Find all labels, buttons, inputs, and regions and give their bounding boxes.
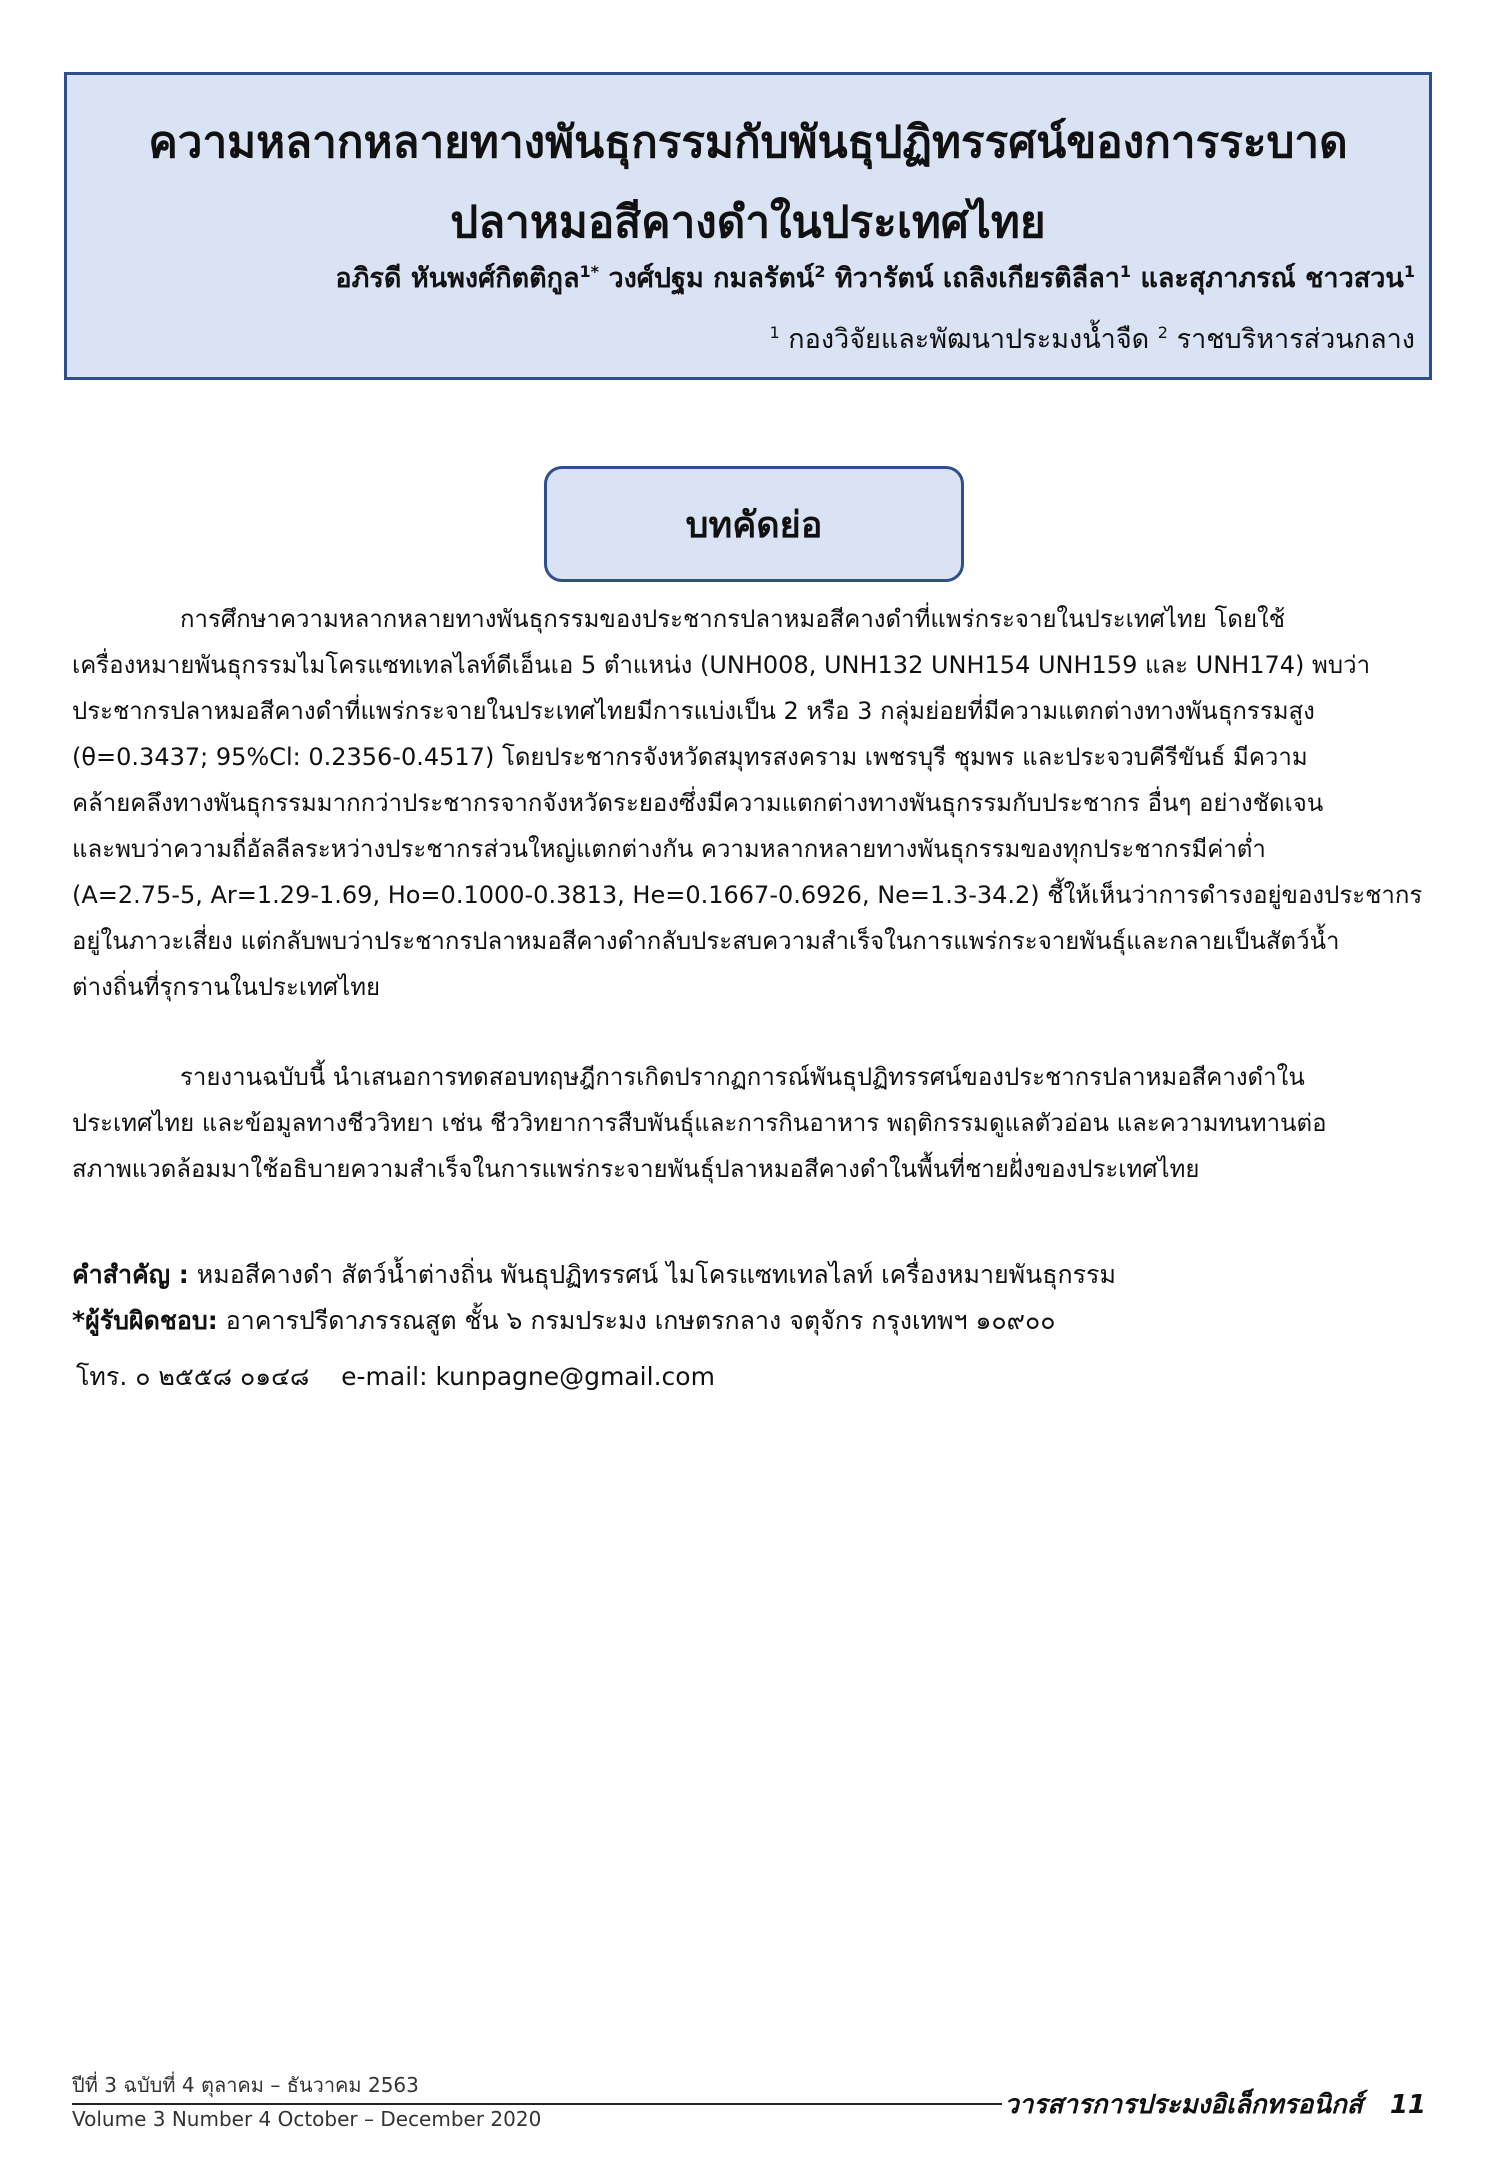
author-sup: 2 [814,262,826,281]
text-line: ประเทศไทย และข้อมูลทางชีววิทยา เช่น ชีววิทยาการสืบพันธุ์และการกินอาหาร พฤติกรรมดูแลตัวอ่อน และความทนทานต่อ [72,1109,1327,1137]
affiliations [770,315,1416,365]
email-link[interactable]: e-mail: kunpagne@gmail.com [341,1362,715,1391]
author-name: และสุภาภรณ์ ชาวสวน [1140,263,1404,294]
contact-address [72,1298,1055,1344]
text-line: สภาพแวดล้อมมาใช้อธิบายความสำเร็จในการแพร่กระจายพันธุ์ปลาหมอสีคางดำในพื้นที่ชายฝั่งของประเทศไทย [72,1155,1200,1183]
keywords-text: หมอสีคางดำ สัตว์น้ำต่างถิ่น พันธุปฏิทรรศน์ ไมโครแซทเทลไลท์ เครื่องหมายพันธุกรรม [196,1260,1116,1289]
abstract-heading: บทคัดย่อ [544,466,964,582]
author-sup: 1* [579,262,600,281]
address-text: อาคารปรีดาภรรณสูต ชั้น ๖ กรมประมง เกษตรกลาง จตุจักร กรุงเทพฯ ๑๐๙๐๐ [225,1306,1056,1335]
text-line: ประชากรปลาหมอสีคางดำที่แพร่กระจายในประเทศไทยมีการแบ่งเป็น 2 หรือ 3 กลุ่มย่อยที่มีความแตกต่างทางพันธุกรรมสูง [72,697,1315,725]
title-box [64,72,1432,380]
contact-label: *ผู้รับผิดชอบ: [72,1306,218,1335]
article-title [67,103,1429,263]
title-line-2: ปลาหมอสีคางดำในประเทศไทย [450,197,1046,248]
title-line-1: ความหลากหลายทางพันธุกรรมกับพันธุปฏิทรรศน์ของการระบาด [148,117,1348,168]
text-line: อยู่ในภาวะเสี่ยง แต่กลับพบว่าประชากรปลาหมอสีคางดำกลับประสบความสำเร็จในการแพร่กระจายพันธุ์และกลายเป็นสัตว์น้ำ [72,927,1340,955]
issue-english: Volume 3 Number 4 October – December 2020 [72,2107,542,2131]
abstract-paragraph-1 [72,596,1432,1010]
text-line: ต่างถิ่นที่รุกรานในประเทศไทย [72,973,381,1001]
page-number: 11 [1389,2090,1426,2120]
keywords [72,1252,1116,1298]
phone-text: โทร. ๐ ๒๕๕๘ ๐๑๔๘ [76,1362,310,1391]
affiliation: ราชบริหารส่วนกลาง [1176,324,1415,355]
text-line: และพบว่าความถี่อัลลีลระหว่างประชากรส่วนใหญ่แตกต่างกัน ความหลากหลายทางพันธุกรรมของทุกประชากรมีค่าต่ำ [72,835,1266,863]
author-name: วงศ์ปฐม กมลรัตน์ [608,263,815,294]
text-line: รายงานฉบับนี้ นำเสนอการทดสอบทฤษฎีการเกิดปรากฏการณ์พันธุปฏิทรรศน์ของประชากรปลาหมอสีคางดำใน [180,1063,1305,1091]
footer-divider [72,2103,1002,2105]
text-line: การศึกษาความหลากหลายทางพันธุกรรมของประชากรปลาหมอสีคางดำที่แพร่กระจายในประเทศไทย โดยใช้ [180,605,1286,633]
keywords-label: คำสำคัญ : [72,1260,189,1289]
text-line: (θ=0.3437; 95%Cl: 0.2356-0.4517) โดยประชากรจังหวัดสมุทรสงคราม เพชรบุรี ชุมพร และประจวบคีรีขันธ์ มีความ [72,743,1308,771]
affiliation: กองวิจัยและพัฒนาประมงน้ำจืด [788,324,1150,355]
abstract-paragraph-2 [72,1054,1432,1192]
affil-sup: 1 [769,323,780,342]
contact-line [76,1354,715,1400]
author-sup: 1 [1403,262,1415,281]
author-name: ทิวารัตน์ เถลิงเกียรติลีลา [834,263,1120,294]
affil-sup: 2 [1157,323,1168,342]
footer-issue [72,2070,541,2134]
author-list [335,251,1415,307]
issue-thai: ปีที่ 3 ฉบับที่ 4 ตุลาคม – ธันวาคม 2563 [72,2073,419,2097]
text-line: เครื่องหมายพันธุกรรมไมโครแซทเทลไลท์ดีเอ็นเอ 5 ตำแหน่ง (UNH008, UNH132 UNH154 UNH159 และ UNH174) พบว่า [72,651,1371,679]
text-line: (A=2.75-5, Ar=1.29-1.69, Ho=0.1000-0.3813, He=0.1667-0.6926, Ne=1.3-34.2) ชี้ให้เห็นว่าการดำรงอยู่ของประชากร [72,881,1423,909]
author-name: อภิรดี หันพงศ์กิตติกูล [335,263,580,294]
footer-journal [1004,2084,1426,2125]
author-sup: 1 [1119,262,1132,281]
journal-name: วารสารการประมงอิเล็กทรอนิกส์ [1004,2090,1363,2120]
text-line: คล้ายคลึงทางพันธุกรรมมากกว่าประชากรจากจังหวัดระยองซึ่งมีความแตกต่างทางพันธุกรรมกับประชากร อื่นๆ อย่างชัดเจน [72,789,1324,817]
